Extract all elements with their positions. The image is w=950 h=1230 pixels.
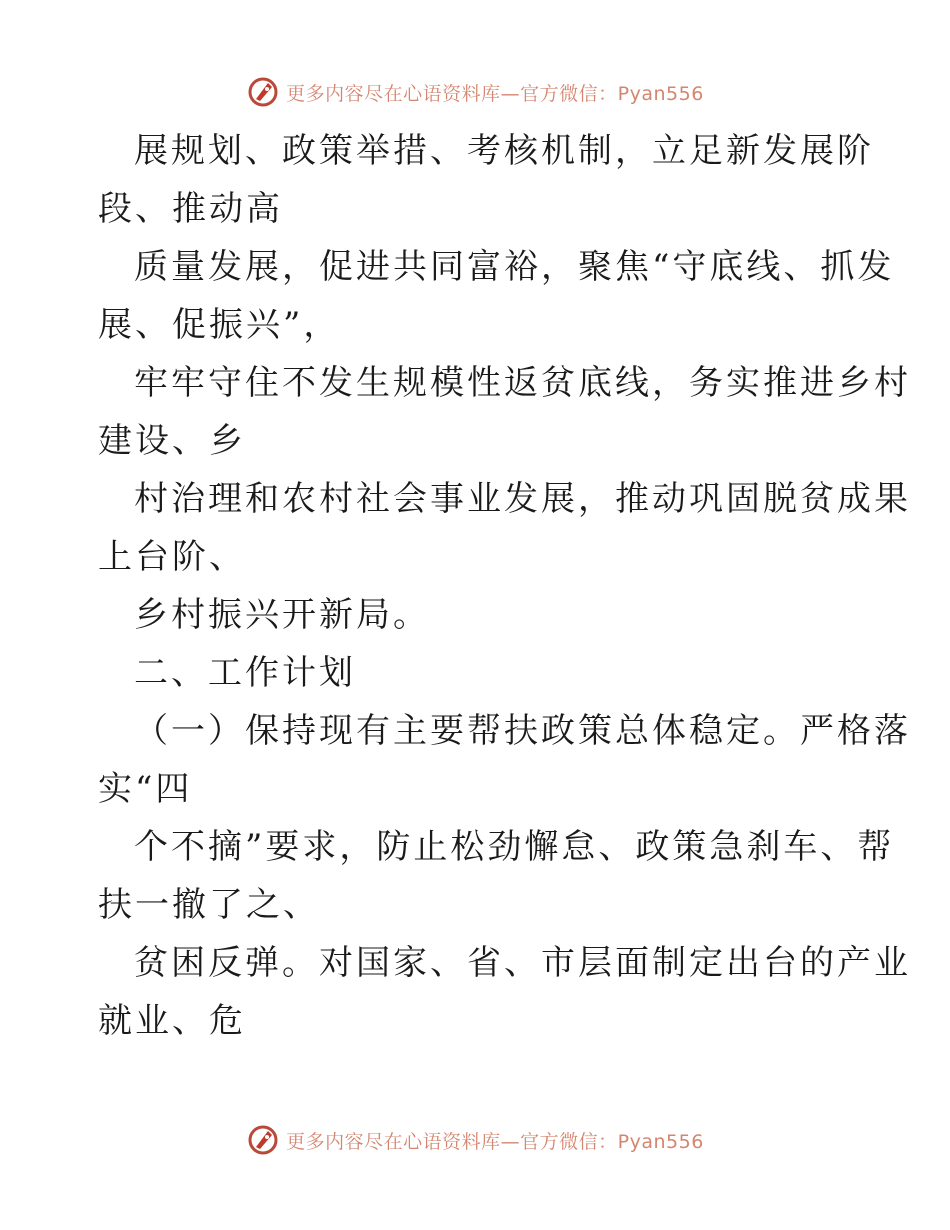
footer-watermark [0, 1120, 950, 1160]
text-line: （一）保持现有主要帮扶政策总体稳定。严格落 [134, 711, 911, 751]
text-line: 展规划、政策举措、考核机制，立足新发展阶 [134, 131, 874, 171]
text-line: 乡村振兴开新局。 [134, 595, 430, 635]
text-line: 就业、危 [98, 1001, 246, 1041]
text-line: 贫困反弹。对国家、省、市层面制定出台的产业 [134, 943, 911, 983]
text-line: 实“四 [98, 769, 193, 809]
text-line: 个不摘”要求，防止松劲懈怠、政策急刹车、帮 [134, 827, 895, 867]
pen-nib-logo-icon [246, 1123, 280, 1157]
watermark-text: 更多内容尽在心语资料库—官方微信：Pyan556 [286, 82, 704, 105]
header-watermark [0, 72, 950, 112]
text-line: 牢牢守住不发生规模性返贫底线，务实推进乡村 [134, 363, 911, 403]
text-line: 质量发展，促进共同富裕，聚焦“守底线、抓发 [134, 247, 895, 287]
document-body [98, 122, 911, 1050]
text-line: 上台阶、 [98, 537, 246, 577]
watermark-text: 更多内容尽在心语资料库—官方微信：Pyan556 [286, 1130, 704, 1153]
text-line: 展、促振兴”， [98, 305, 341, 345]
text-line: 段、推动高 [98, 189, 283, 229]
text-line: 建设、乡 [98, 421, 246, 461]
pen-nib-logo-icon [246, 75, 280, 109]
text-line: 村治理和农村社会事业发展，推动巩固脱贫成果 [134, 479, 911, 519]
section-heading: 二、工作计划 [134, 653, 356, 693]
text-line: 扶一撤了之、 [98, 885, 320, 925]
